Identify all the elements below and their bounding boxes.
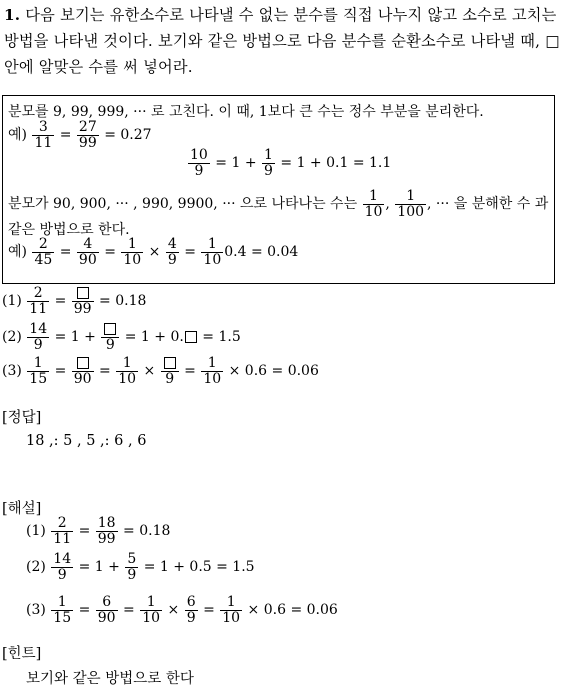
explanation-header: [해설] bbox=[2, 501, 42, 517]
fraction: $\frac{6}{90}$ bbox=[97, 594, 116, 626]
question-2: (2) $\frac{14}{9}$ = 1 + 9 = 1 + 0. = 1.5 bbox=[2, 321, 241, 353]
example-1-result: = 0.27 bbox=[104, 127, 152, 144]
example-2-result: = 1 + 0.1 = 1.1 bbox=[280, 155, 392, 172]
fraction: $\frac{2}{11}$ bbox=[53, 515, 72, 547]
explanation-result: = 1 + 0.5 = 1.5 bbox=[143, 559, 255, 576]
question-result: × 0.6 = 0.06 bbox=[228, 363, 319, 380]
fraction: $\frac{4}{90}$ bbox=[78, 236, 97, 268]
hint-header: [힌트] bbox=[2, 646, 42, 662]
hint-text: 보기와 같은 방법으로 한다 bbox=[26, 671, 194, 687]
fraction: $\frac{1}{15}$ bbox=[29, 355, 48, 387]
box-line-1: 분모를 9, 99, 999, ··· 로 고친다. 이 때, 1보다 큰 수는 정수 부분을 분리한다. bbox=[8, 104, 484, 120]
fraction: $\frac{2}{11}$ bbox=[29, 285, 48, 317]
fraction: $\frac{5}{9}$ bbox=[127, 551, 137, 583]
explanation-3: (3) $\frac{1}{15}$ = $\frac{6}{90}$ = $\frac{1}{10}$ × $\frac{6}{9}$ = $\frac{1}{10}$ × 0.6 = 0.06 bbox=[26, 594, 338, 626]
question-result: = 0.18 bbox=[99, 293, 147, 310]
explanation-2 bbox=[26, 552, 255, 582]
fraction: $\frac{1}{15}$ bbox=[53, 594, 72, 626]
equation-part: = 1 + bbox=[78, 559, 120, 576]
explanation-result: = 0.18 bbox=[123, 523, 171, 540]
problem-number: 1. bbox=[4, 6, 21, 24]
fraction: $\frac{1}{10}$ bbox=[142, 594, 161, 626]
box-line-2a: 분모가 90, 900, ··· , 990, 9900, ··· 으로 나타나는 수는 bbox=[8, 196, 358, 213]
fraction: $\frac{14}{9}$ bbox=[53, 551, 72, 583]
fraction: $\frac{10}{9}$ bbox=[190, 147, 208, 179]
blank-box bbox=[164, 357, 176, 369]
fraction: $\frac{1}{10}$ bbox=[364, 188, 383, 220]
question-result: = 1.5 bbox=[202, 329, 241, 346]
question-result: = 1 + 0. bbox=[124, 329, 184, 346]
question-label: (1) bbox=[2, 293, 22, 310]
problem-text: 다음 보기는 유한소수로 나타낼 수 없는 분수를 직접 나누지 않고 소수로 고치는 방법을 나타낸 것이다. 보기와 같은 방법으로 다음 분수를 순환소수로 나타낼 때, □ 안에 알맞은 수를 써 넣어라. bbox=[4, 6, 560, 76]
example-label: 예) bbox=[8, 127, 27, 144]
explanation-1: (1) $\frac{2}{11}$ = $\frac{18}{99}$ = 0.18 bbox=[26, 515, 171, 547]
explanation-result: × 0.6 = 0.06 bbox=[247, 602, 338, 619]
example-3-result: 0.4 = 0.04 bbox=[224, 244, 299, 261]
question-3: (3) $\frac{1}{15}$ = 90 = $\frac{1}{10}$ × 9 = $\frac{1}{10}$ × 0.6 = 0.06 bbox=[2, 355, 319, 387]
fraction: 90 bbox=[72, 356, 94, 386]
example-label: 예) bbox=[8, 244, 27, 261]
fraction: $\frac{4}{9}$ bbox=[167, 236, 177, 268]
answer-text: 18 ,: 5 , 5 ,: 6 , 6 bbox=[26, 433, 147, 449]
fraction: $\frac{1}{10}$ bbox=[118, 355, 137, 387]
fraction: $\frac{1}{10}$ bbox=[203, 236, 222, 268]
box-example-1: 예) $\frac{3}{11}$ = $\frac{27}{99}$ = 0.27 bbox=[8, 119, 152, 151]
box-line-2b: 을 분해한 수 과 bbox=[453, 196, 549, 213]
question-1: (1) $\frac{2}{11}$ = 99 = 0.18 bbox=[2, 285, 147, 317]
question-label: (3) bbox=[2, 363, 22, 380]
question-label: (2) bbox=[2, 329, 22, 346]
fraction: $\frac{1}{10}$ bbox=[203, 355, 222, 387]
box-example-3: 예) $\frac{2}{45}$ = $\frac{4}{90}$ = $\frac{1}{10}$ × $\frac{4}{9}$ = $\frac{1}{10}$ 0.4 = 0.04 bbox=[8, 236, 299, 268]
blank-box bbox=[185, 331, 197, 343]
problem-statement bbox=[4, 2, 570, 80]
box-line-2: 분모가 90, 900, ··· , 990, 9900, ··· 으로 나타나는 수는 $\frac{1}{10}$ , $\frac{1}{100}$ , ··· 을 분해한 수 과 bbox=[8, 188, 549, 220]
explanation-label: (2) bbox=[26, 559, 46, 576]
fraction: $\frac{1}{9}$ bbox=[264, 147, 273, 179]
box-example-2 bbox=[187, 148, 391, 178]
fraction: 99 bbox=[72, 286, 94, 316]
fraction: $\frac{14}{9}$ bbox=[29, 321, 48, 353]
fraction: $\frac{1}{10}$ bbox=[123, 236, 142, 268]
fraction: $\frac{3}{11}$ bbox=[34, 119, 53, 151]
fraction: $\frac{1}{10}$ bbox=[222, 594, 241, 626]
explanation-label: (3) bbox=[26, 602, 46, 619]
equation-part: = 1 + bbox=[215, 155, 257, 172]
fraction: 9 bbox=[161, 356, 179, 386]
fraction: $\frac{1}{100}$ bbox=[397, 188, 425, 220]
blank-box bbox=[77, 287, 89, 299]
fraction: $\frac{2}{45}$ bbox=[34, 236, 53, 268]
fraction: 9 bbox=[101, 322, 119, 352]
fraction: $\frac{27}{99}$ bbox=[78, 119, 97, 151]
answer-header: [정답] bbox=[2, 410, 42, 426]
fraction: $\frac{6}{9}$ bbox=[186, 594, 196, 626]
blank-box bbox=[104, 323, 116, 335]
fraction: $\frac{18}{99}$ bbox=[97, 515, 116, 547]
box-line-3: 같은 방법으로 한다. bbox=[8, 222, 130, 238]
blank-box bbox=[77, 357, 89, 369]
explanation-label: (1) bbox=[26, 523, 46, 540]
